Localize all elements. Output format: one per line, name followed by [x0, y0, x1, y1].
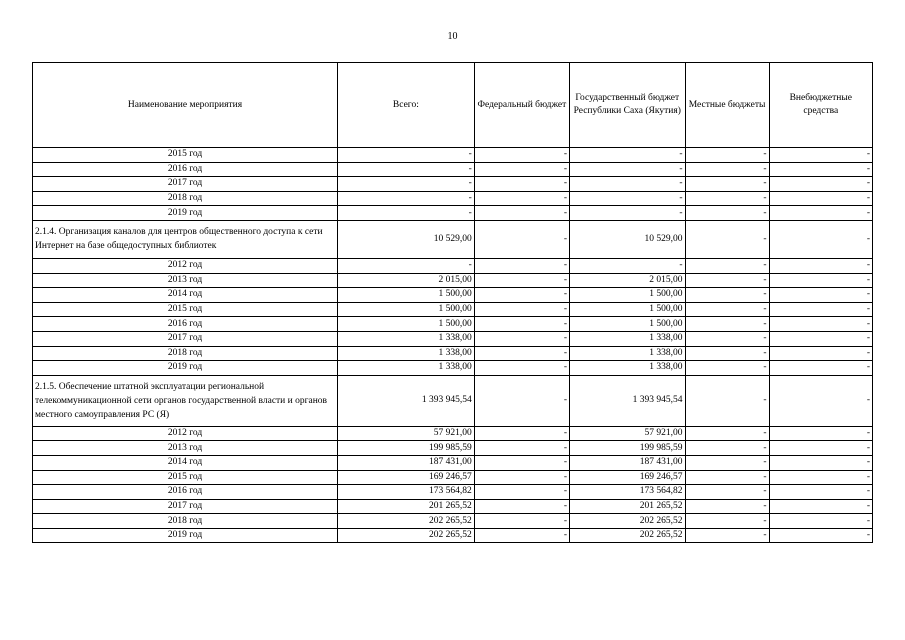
- cell-extra: -: [769, 331, 872, 346]
- cell-total: -: [337, 258, 474, 273]
- cell-state: 187 431,00: [570, 455, 686, 470]
- cell-federal: -: [474, 302, 569, 317]
- cell-local: -: [685, 375, 769, 426]
- cell-name: 2.1.5. Обеспечение штатной эксплуатации региональной телекоммуникационной сети органов государственной власти и органов местного самоуправления РС (Я): [33, 375, 338, 426]
- cell-local: -: [685, 485, 769, 500]
- cell-name: 2017 год: [33, 177, 338, 192]
- cell-extra: -: [769, 441, 872, 456]
- cell-federal: -: [474, 191, 569, 206]
- cell-total: -: [337, 206, 474, 221]
- cell-name: 2018 год: [33, 346, 338, 361]
- cell-extra: -: [769, 317, 872, 332]
- cell-name: 2015 год: [33, 148, 338, 163]
- cell-total: 1 338,00: [337, 346, 474, 361]
- cell-local: -: [685, 441, 769, 456]
- table-row: [33, 455, 873, 470]
- cell-name: 2014 год: [33, 288, 338, 303]
- cell-federal: -: [474, 528, 569, 543]
- cell-name: 2015 год: [33, 470, 338, 485]
- cell-name: 2016 год: [33, 162, 338, 177]
- cell-extra: -: [769, 514, 872, 529]
- cell-extra: -: [769, 206, 872, 221]
- cell-total: -: [337, 191, 474, 206]
- cell-state: 201 265,52: [570, 499, 686, 514]
- header-extra: Внебюджетные средства: [769, 63, 872, 148]
- cell-extra: -: [769, 426, 872, 441]
- cell-federal: -: [474, 273, 569, 288]
- cell-federal: -: [474, 346, 569, 361]
- cell-state: -: [570, 258, 686, 273]
- cell-total: 1 338,00: [337, 331, 474, 346]
- cell-state: 173 564,82: [570, 485, 686, 500]
- table-row: [33, 470, 873, 485]
- cell-local: -: [685, 288, 769, 303]
- cell-name: 2018 год: [33, 514, 338, 529]
- table-row: [33, 514, 873, 529]
- cell-local: -: [685, 258, 769, 273]
- cell-federal: -: [474, 375, 569, 426]
- cell-local: -: [685, 220, 769, 258]
- cell-name: 2012 год: [33, 426, 338, 441]
- cell-local: -: [685, 528, 769, 543]
- cell-extra: -: [769, 485, 872, 500]
- cell-state: 199 985,59: [570, 441, 686, 456]
- table-row: [33, 361, 873, 376]
- cell-extra: -: [769, 455, 872, 470]
- cell-local: -: [685, 148, 769, 163]
- table-row: [33, 162, 873, 177]
- cell-federal: -: [474, 288, 569, 303]
- table-row: [33, 273, 873, 288]
- cell-extra: -: [769, 346, 872, 361]
- cell-state: 202 265,52: [570, 514, 686, 529]
- cell-local: -: [685, 499, 769, 514]
- cell-federal: -: [474, 148, 569, 163]
- table-row: [33, 206, 873, 221]
- cell-extra: -: [769, 499, 872, 514]
- header-name: Наименование мероприятия: [33, 63, 338, 148]
- cell-federal: -: [474, 177, 569, 192]
- cell-state: 1 338,00: [570, 361, 686, 376]
- cell-name: 2018 год: [33, 191, 338, 206]
- table-body: [33, 148, 873, 543]
- cell-extra: -: [769, 273, 872, 288]
- cell-total: 2 015,00: [337, 273, 474, 288]
- cell-name: 2013 год: [33, 441, 338, 456]
- cell-total: 1 393 945,54: [337, 375, 474, 426]
- cell-local: -: [685, 346, 769, 361]
- cell-total: -: [337, 177, 474, 192]
- cell-total: -: [337, 162, 474, 177]
- table-row: [33, 302, 873, 317]
- cell-extra: -: [769, 361, 872, 376]
- cell-extra: -: [769, 470, 872, 485]
- cell-state: -: [570, 162, 686, 177]
- page-number: 10: [447, 31, 458, 42]
- table-row: [33, 426, 873, 441]
- cell-federal: -: [474, 441, 569, 456]
- table-row-section: [33, 375, 873, 426]
- table-row: [33, 499, 873, 514]
- cell-federal: -: [474, 426, 569, 441]
- cell-total: 1 500,00: [337, 317, 474, 332]
- cell-federal: -: [474, 317, 569, 332]
- cell-name: 2019 год: [33, 528, 338, 543]
- cell-state: 1 338,00: [570, 346, 686, 361]
- cell-state: -: [570, 177, 686, 192]
- table-row: [33, 331, 873, 346]
- cell-total: 199 985,59: [337, 441, 474, 456]
- table-row: [33, 485, 873, 500]
- cell-extra: -: [769, 302, 872, 317]
- cell-extra: -: [769, 375, 872, 426]
- header-state: Государственный бюджет Республики Саха (Якутия): [570, 63, 686, 148]
- cell-name: 2017 год: [33, 331, 338, 346]
- cell-total: 1 500,00: [337, 288, 474, 303]
- table-row: [33, 528, 873, 543]
- cell-state: 10 529,00: [570, 220, 686, 258]
- cell-state: 2 015,00: [570, 273, 686, 288]
- cell-total: 201 265,52: [337, 499, 474, 514]
- cell-total: 10 529,00: [337, 220, 474, 258]
- cell-federal: -: [474, 258, 569, 273]
- table-row: [33, 177, 873, 192]
- cell-local: -: [685, 206, 769, 221]
- cell-name: 2013 год: [33, 273, 338, 288]
- cell-state: 1 500,00: [570, 302, 686, 317]
- cell-total: 202 265,52: [337, 528, 474, 543]
- cell-state: 1 338,00: [570, 331, 686, 346]
- cell-federal: -: [474, 470, 569, 485]
- cell-name: 2019 год: [33, 361, 338, 376]
- cell-federal: -: [474, 206, 569, 221]
- cell-extra: -: [769, 258, 872, 273]
- cell-local: -: [685, 191, 769, 206]
- cell-federal: -: [474, 331, 569, 346]
- cell-federal: -: [474, 455, 569, 470]
- cell-extra: -: [769, 148, 872, 163]
- header-total: Всего:: [337, 63, 474, 148]
- cell-local: -: [685, 331, 769, 346]
- table-row: [33, 191, 873, 206]
- cell-state: -: [570, 191, 686, 206]
- cell-local: -: [685, 317, 769, 332]
- cell-local: -: [685, 470, 769, 485]
- cell-total: 169 246,57: [337, 470, 474, 485]
- cell-name: 2015 год: [33, 302, 338, 317]
- cell-extra: -: [769, 177, 872, 192]
- cell-name: 2.1.4. Организация каналов для центров общественного доступа к сети Интернет на базе общедоступных библиотек: [33, 220, 338, 258]
- cell-state: 1 500,00: [570, 288, 686, 303]
- table-row: [33, 346, 873, 361]
- table-row: [33, 258, 873, 273]
- cell-name: 2019 год: [33, 206, 338, 221]
- cell-extra: -: [769, 191, 872, 206]
- cell-local: -: [685, 514, 769, 529]
- cell-total: 1 500,00: [337, 302, 474, 317]
- cell-local: -: [685, 177, 769, 192]
- cell-federal: -: [474, 514, 569, 529]
- cell-name: 2012 год: [33, 258, 338, 273]
- table-row-section: [33, 220, 873, 258]
- cell-state: 1 393 945,54: [570, 375, 686, 426]
- cell-extra: -: [769, 162, 872, 177]
- cell-total: 187 431,00: [337, 455, 474, 470]
- cell-state: 169 246,57: [570, 470, 686, 485]
- budget-table: [32, 62, 873, 543]
- cell-total: 57 921,00: [337, 426, 474, 441]
- table-header: [33, 63, 873, 148]
- cell-state: 202 265,52: [570, 528, 686, 543]
- cell-federal: -: [474, 499, 569, 514]
- cell-state: -: [570, 148, 686, 163]
- cell-name: 2014 год: [33, 455, 338, 470]
- table-row: [33, 148, 873, 163]
- cell-total: 202 265,52: [337, 514, 474, 529]
- cell-extra: -: [769, 528, 872, 543]
- cell-local: -: [685, 426, 769, 441]
- cell-local: -: [685, 302, 769, 317]
- cell-total: 173 564,82: [337, 485, 474, 500]
- cell-state: 1 500,00: [570, 317, 686, 332]
- cell-extra: -: [769, 220, 872, 258]
- cell-federal: -: [474, 162, 569, 177]
- cell-federal: -: [474, 361, 569, 376]
- cell-local: -: [685, 273, 769, 288]
- cell-local: -: [685, 455, 769, 470]
- cell-name: 2016 год: [33, 317, 338, 332]
- table-row: [33, 288, 873, 303]
- table-row: [33, 441, 873, 456]
- cell-extra: -: [769, 288, 872, 303]
- cell-state: 57 921,00: [570, 426, 686, 441]
- cell-federal: -: [474, 220, 569, 258]
- cell-name: 2016 год: [33, 485, 338, 500]
- cell-state: -: [570, 206, 686, 221]
- cell-federal: -: [474, 485, 569, 500]
- cell-total: 1 338,00: [337, 361, 474, 376]
- table-row: [33, 317, 873, 332]
- cell-name: 2017 год: [33, 499, 338, 514]
- cell-local: -: [685, 361, 769, 376]
- cell-total: -: [337, 148, 474, 163]
- header-local: Местные бюджеты: [685, 63, 769, 148]
- cell-local: -: [685, 162, 769, 177]
- header-federal: Федеральный бюджет: [474, 63, 569, 148]
